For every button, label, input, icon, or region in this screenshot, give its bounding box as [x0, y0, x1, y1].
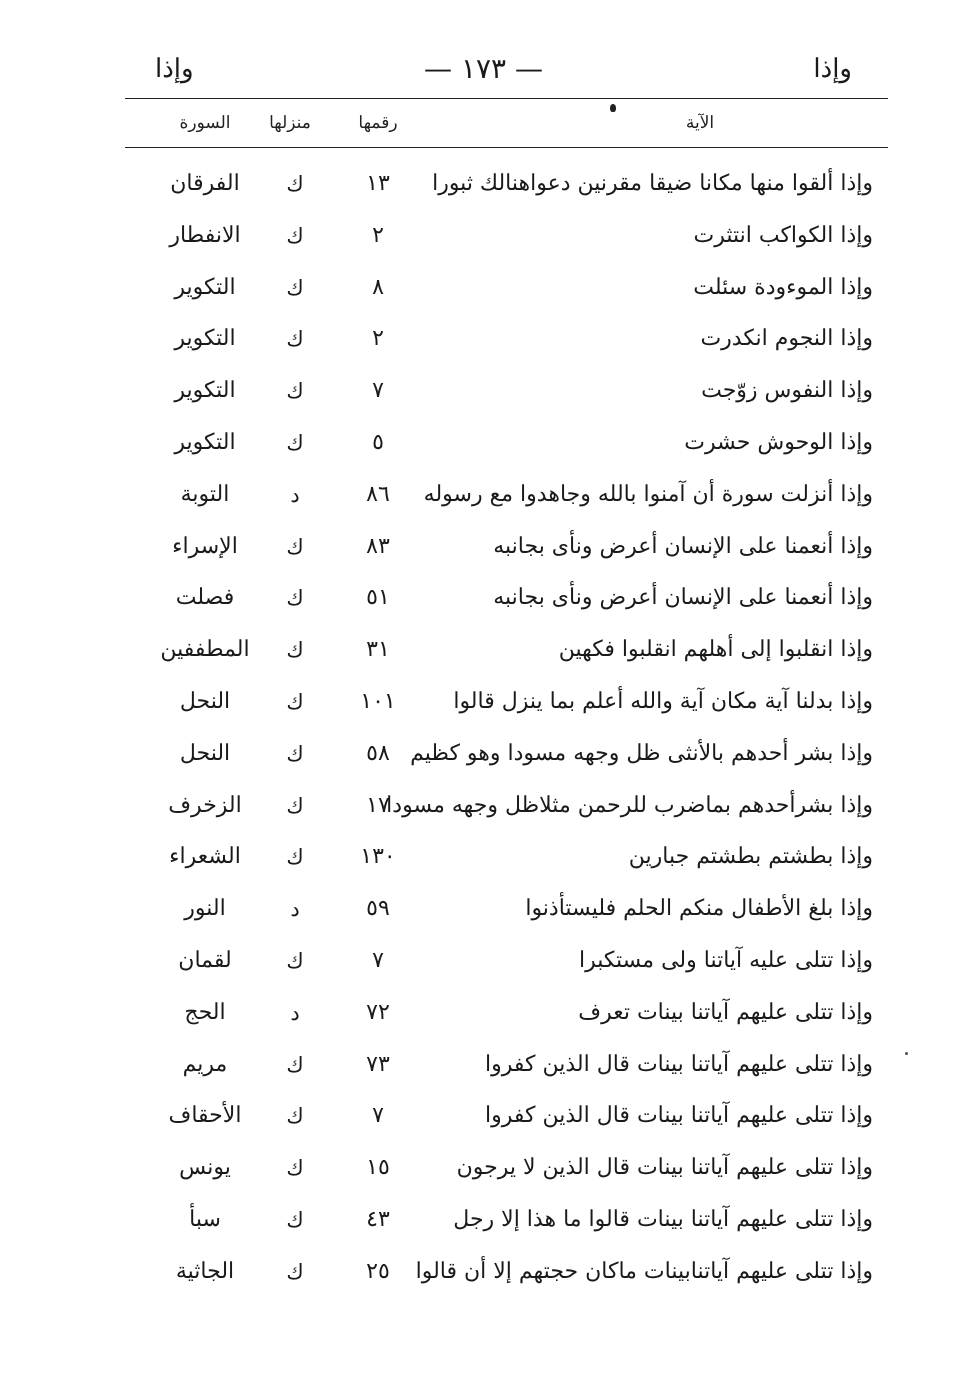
surah-name: الزخرف — [168, 792, 242, 818]
aya-text: وإذا تتلى عليهم آياتنابينات ماكان حجتهم إلا أن قالوا — [415, 1258, 873, 1284]
aya-text: وإذا ألقوا منها مكانا ضيقا مقرنين دعواهنالك ثبورا — [432, 171, 873, 196]
table-row — [125, 1039, 888, 1091]
aya-text: وإذا النجوم انكدرت — [700, 326, 873, 352]
surah-name: الانفطار — [169, 222, 241, 248]
aya-number: ١٣٠ — [360, 844, 396, 870]
table-row — [125, 987, 888, 1039]
revelation-place: د — [290, 897, 300, 922]
surah-name: مريم — [182, 1051, 228, 1077]
aya-text: وإذا أنعمنا على الإنسان أعرض ونأى بجانبه — [493, 533, 873, 559]
revelation-place: ك — [286, 845, 304, 870]
margin-speck — [905, 1052, 908, 1055]
column-header-aya: الآية — [685, 113, 715, 133]
surah-name: يونس — [179, 1155, 231, 1181]
aya-number: ٨٦ — [366, 481, 390, 507]
revelation-place: د — [290, 482, 300, 507]
revelation-place: ك — [286, 1259, 304, 1284]
aya-number: ١٧ — [366, 792, 390, 818]
table-row — [125, 365, 888, 417]
aya-text: وإذا الكواكب انتثرت — [693, 222, 873, 248]
table-row — [125, 1142, 888, 1194]
aya-number: ٧ — [372, 1103, 384, 1129]
table-row — [125, 572, 888, 624]
surah-name: الجاثية — [175, 1258, 235, 1284]
running-head-right: وإذا — [813, 54, 852, 84]
aya-number: ٧٢ — [366, 999, 390, 1025]
aya-number: ٥٩ — [366, 896, 390, 922]
aya-text: وإذا تتلى عليه آياتنا ولى مستكبرا — [579, 947, 873, 973]
revelation-place: د — [290, 1000, 300, 1025]
revelation-place: ك — [286, 1052, 304, 1077]
revelation-place: ك — [286, 638, 304, 663]
aya-text: وإذا بدلنا آية مكان آية والله أعلم بما ينزل قالوا — [453, 688, 873, 714]
revelation-place: ك — [286, 741, 304, 766]
aya-text: وإذا تتلى عليهم آياتنا بينات قال الذين كفروا — [485, 1051, 873, 1077]
surah-name: سبأ — [189, 1206, 221, 1232]
aya-text: وإذا أنزلت سورة أن آمنوا بالله وجاهدوا مع رسوله — [423, 481, 873, 507]
verse-index-table — [125, 158, 888, 1298]
surah-name: الحج — [184, 999, 226, 1025]
aya-text: وإذا تتلى عليهم آياتنا بينات تعرف — [578, 999, 873, 1025]
revelation-place: ك — [286, 586, 304, 611]
table-row — [125, 1194, 888, 1246]
revelation-place: ك — [286, 327, 304, 352]
aya-number: ٥١ — [366, 585, 390, 611]
surah-name: النحل — [179, 740, 231, 766]
table-row — [125, 417, 888, 469]
aya-number: ٧٣ — [366, 1051, 390, 1077]
table-row — [125, 469, 888, 521]
aya-text: وإذا الموءودة سئلت — [693, 274, 873, 300]
aya-number: ٥ — [372, 429, 384, 455]
aya-text: وإذا النفوس زوّجت — [701, 378, 873, 404]
surah-name: فصلت — [175, 585, 235, 611]
aya-text: وإذا تتلى عليهم آياتنا بينات قالوا ما هذا إلا رجل — [453, 1206, 873, 1232]
surah-name: الشعراء — [169, 844, 241, 870]
surah-name: التكوير — [174, 429, 236, 455]
surah-name: النحل — [179, 688, 231, 714]
revelation-place: ك — [286, 534, 304, 559]
table-row — [125, 158, 888, 210]
aya-text: وإذا بلغ الأطفال منكم الحلم فليستأذنوا — [525, 896, 873, 922]
revelation-place: ك — [286, 379, 304, 404]
surah-name: التوبة — [180, 481, 230, 507]
table-row — [125, 883, 888, 935]
table-row — [125, 313, 888, 365]
column-header-number: رقمها — [358, 113, 398, 133]
surah-name: لقمان — [178, 947, 232, 973]
table-row — [125, 1246, 888, 1298]
table-row — [125, 728, 888, 780]
aya-text: وإذا الوحوش حشرت — [684, 429, 873, 455]
aya-number: ٢ — [372, 222, 384, 248]
page-number: — ١٧٣ — — [424, 52, 543, 85]
aya-number: ٧ — [372, 378, 384, 404]
aya-text: وإذا أنعمنا على الإنسان أعرض ونأى بجانبه — [493, 585, 873, 611]
revelation-place: ك — [286, 1156, 304, 1181]
revelation-place: ك — [286, 793, 304, 818]
surah-name: التكوير — [174, 326, 236, 352]
aya-text: وإذا تتلى عليهم آياتنا بينات قال الذين لا يرجون — [456, 1155, 873, 1181]
aya-number: ١٣ — [366, 171, 390, 196]
revelation-place: ك — [286, 223, 304, 248]
surah-name: المطففين — [160, 637, 250, 663]
column-header-rule — [125, 147, 888, 148]
aya-text: وإذا بطشتم بطشتم جبارين — [628, 844, 873, 870]
revelation-place: ك — [286, 172, 304, 196]
aya-text: وإذا بشر أحدهم بالأنثى ظل وجهه مسودا وهو كظيم — [410, 740, 873, 766]
table-row — [125, 831, 888, 883]
table-row — [125, 521, 888, 573]
aya-text: وإذا انقلبوا إلى أهلهم انقلبوا فكهين — [558, 637, 873, 663]
aya-number: ٧ — [372, 947, 384, 973]
surah-name: النور — [184, 896, 226, 922]
aya-number: ٨٣ — [366, 533, 390, 559]
table-row — [125, 780, 888, 832]
running-head-left: وإذا — [155, 54, 194, 84]
revelation-place: ك — [286, 948, 304, 973]
print-mark — [610, 104, 616, 112]
column-header-surah: السورة — [179, 113, 231, 133]
column-header-revelation: منزلها — [269, 113, 311, 133]
table-row — [125, 676, 888, 728]
table-row — [125, 624, 888, 676]
table-row — [125, 210, 888, 262]
aya-text: وإذا بشرأحدهم بماضرب للرحمن مثلاظل وجهه مسودا — [386, 792, 873, 818]
aya-number: ١٥ — [366, 1155, 390, 1181]
aya-number: ٨ — [372, 274, 384, 300]
aya-number: ٥٨ — [366, 740, 390, 766]
table-row — [125, 1090, 888, 1142]
surah-name: الإسراء — [172, 533, 238, 559]
aya-number: ٢ — [372, 326, 384, 352]
aya-number: ٢٥ — [366, 1258, 390, 1284]
aya-number: ٣١ — [366, 637, 390, 663]
revelation-place: ك — [286, 689, 304, 714]
aya-number: ١٠١ — [360, 688, 396, 714]
header-rule — [125, 98, 888, 99]
aya-number: ٤٣ — [366, 1206, 390, 1232]
revelation-place: ك — [286, 430, 304, 455]
surah-name: الفرقان — [170, 171, 240, 196]
table-row — [125, 935, 888, 987]
table-row — [125, 262, 888, 314]
revelation-place: ك — [286, 1104, 304, 1129]
revelation-place: ك — [286, 275, 304, 300]
surah-name: التكوير — [174, 378, 236, 404]
revelation-place: ك — [286, 1207, 304, 1232]
surah-name: التكوير — [174, 274, 236, 300]
surah-name: الأحقاف — [168, 1103, 242, 1129]
aya-text: وإذا تتلى عليهم آياتنا بينات قال الذين كفروا — [485, 1103, 873, 1129]
